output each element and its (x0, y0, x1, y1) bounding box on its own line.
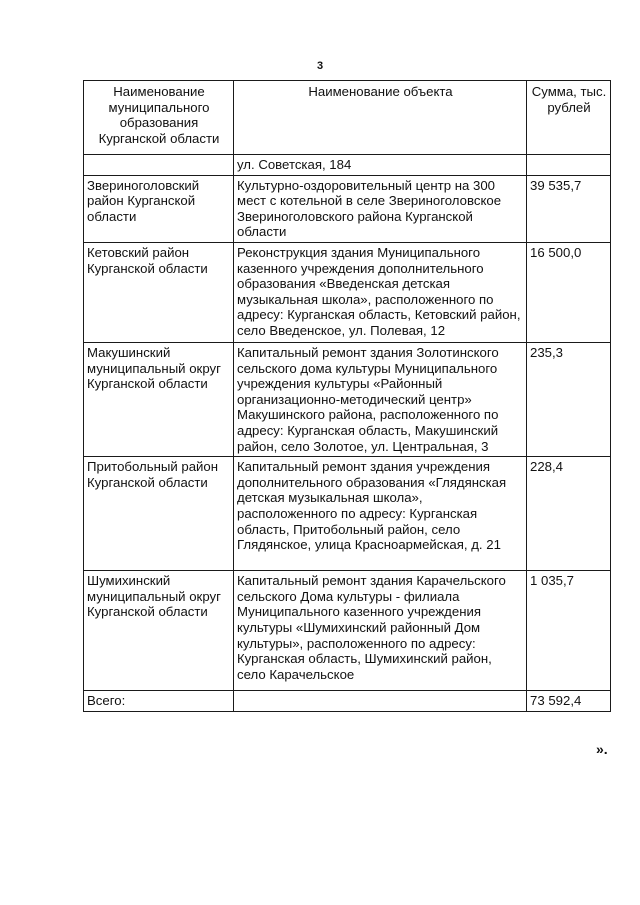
cell-amount (527, 155, 611, 176)
cell-object: Капитальный ремонт здания Золотинского сельского дома культуры Муниципального учреждения культуры «Районный организационно-методический центр» Макушинского района, расположенного по адресу: Курганская область, Макушинский район, село Золотое, ул. Центральная, 3 (234, 342, 527, 456)
table-row (84, 457, 611, 571)
total-empty-cell (234, 691, 527, 712)
total-amount: 73 592,4 (527, 691, 611, 712)
cell-amount: 1 035,7 (527, 571, 611, 691)
table-header-row (84, 81, 611, 155)
cell-municipality: Кетовский район Курганской области (84, 242, 234, 342)
table-row (84, 571, 611, 691)
total-row (84, 691, 611, 712)
cell-amount: 228,4 (527, 457, 611, 571)
cell-municipality: Макушинский муниципальный округ Курганской области (84, 342, 234, 456)
closing-quote-mark: ». (596, 741, 608, 757)
objects-table (83, 80, 611, 712)
page-number: 3 (316, 60, 324, 72)
table-row (84, 242, 611, 342)
total-label: Всего: (84, 691, 234, 712)
cell-object: Реконструкция здания Муниципального казенного учреждения дополнительного образования «Введенская детская музыкальная школа», расположенного по адресу: Курганская область, Кетовский район, село Введенское, ул. Полевая, 12 (234, 242, 527, 342)
cell-municipality: Звериноголовский район Курганской области (84, 175, 234, 242)
cell-object: Капитальный ремонт здания Карачельского сельского Дома культуры - филиала Муниципального казенного учреждения культуры «Шумихинский районный Дом культуры», расположенного по адресу: Курганская область, Шумихинский район, село Карачельское (234, 571, 527, 691)
header-object: Наименование объекта (234, 81, 527, 155)
header-municipality: Наименование муниципального образования Курганской области (84, 81, 234, 155)
cell-amount: 235,3 (527, 342, 611, 456)
cell-object: Культурно-оздоровительный центр на 300 мест с котельной в селе Звериноголовское Звериноголовского района Курганской области (234, 175, 527, 242)
table-row (84, 175, 611, 242)
cell-object: ул. Советская, 184 (234, 155, 527, 176)
header-amount: Сумма, тыс. рублей (527, 81, 611, 155)
cell-amount: 16 500,0 (527, 242, 611, 342)
cell-object: Капитальный ремонт здания учреждения дополнительного образования «Глядянская детская музыкальная школа», расположенного по адресу: Курганская область, Притобольный район, село Глядянское, улица Красноармейская, д. 21 (234, 457, 527, 571)
cell-municipality (84, 155, 234, 176)
cell-municipality: Шумихинский муниципальный округ Курганской области (84, 571, 234, 691)
cell-amount: 39 535,7 (527, 175, 611, 242)
table-row (84, 342, 611, 456)
table-row (84, 155, 611, 176)
cell-municipality: Притобольный район Курганской области (84, 457, 234, 571)
